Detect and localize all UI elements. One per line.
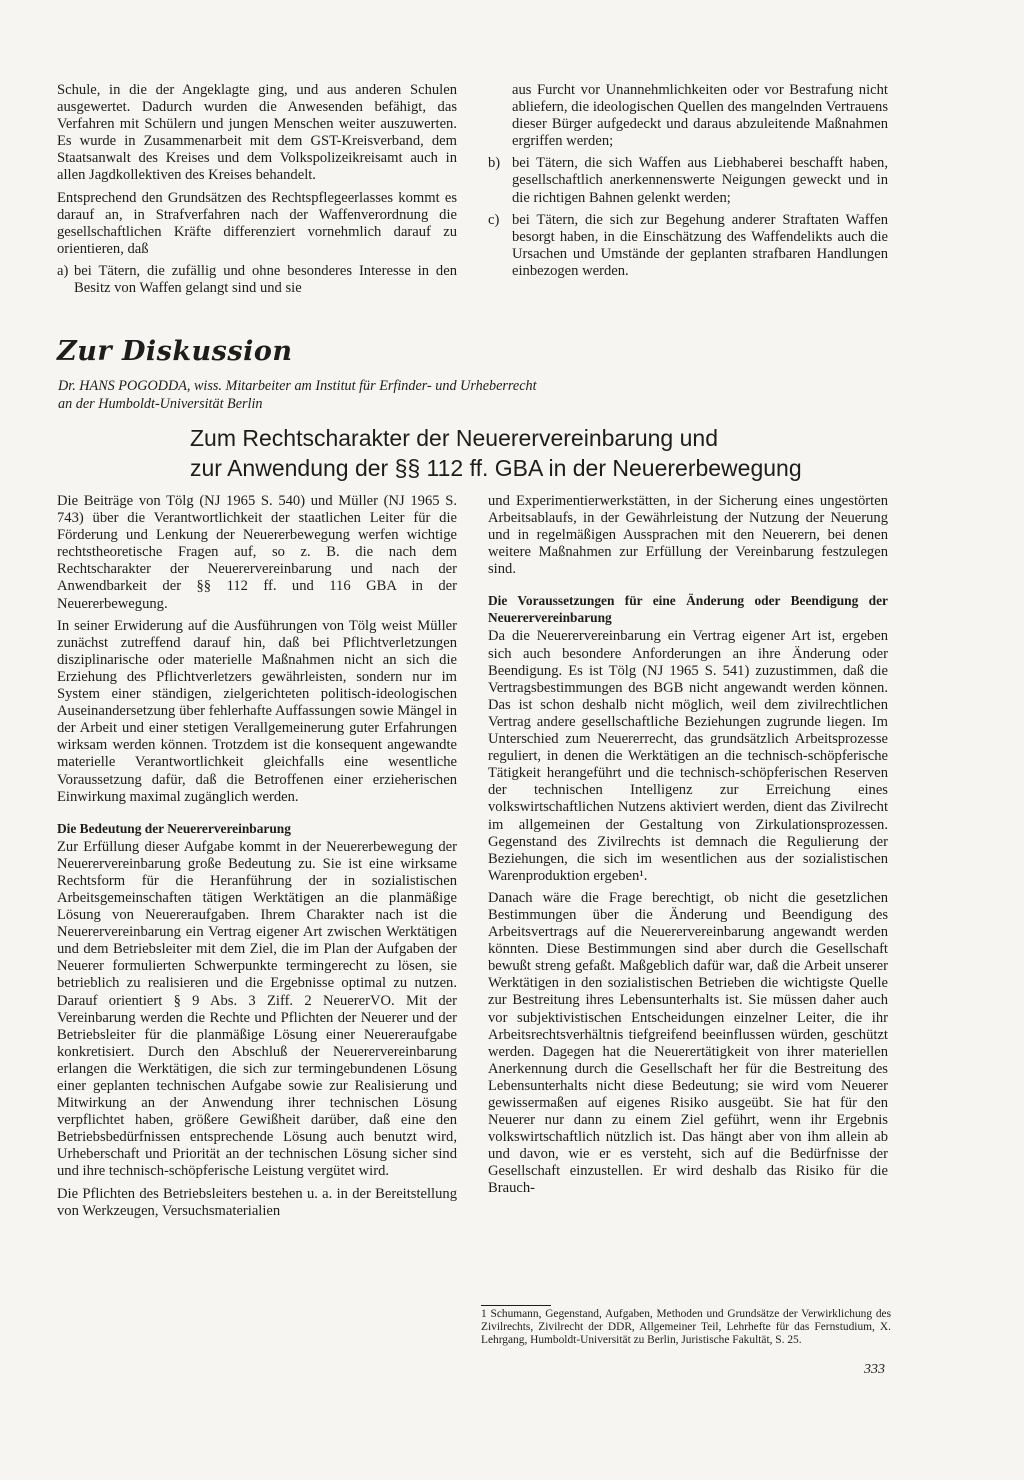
paragraph: Da die Neuerervereinbarung ein Vertrag eigener Art ist, ergeben sich auch besondere Anforderungen an ihre Änderung oder Beendigung. Es ist Tölg (NJ 1965 S. 541) zuzustimmen, daß die Vertragsbestimmungen des BGB nicht angewandt werden können. Das ist schon deshalb nicht möglich, weil dem zivilrechtlichen Vertrag andere gesellschaftliche Beziehungen zugrunde liegen. Im Unterschied zum Neuererrecht, das grundsätzlich Arbeitsprozesse reguliert, in denen die Werktätigen an die technisch-schöpferische Tätigkeit herangeführt und die technisch-schöpferischen Reserven der technischen Intelligenz zur Erreichung eines volkswirtschaftlichen Nutzens aktiviert werden, dient das Zivilrecht im allgemeinen der Gestaltung von Zirkulationsprozessen. Gegenstand des Zivilrechts ist demnach die Regulierung der Beziehungen, die sich im wesentlichen aus der sozialistischen Warenproduktion ergeben¹. — [488, 628, 888, 884]
list-text: bei Tätern, die sich Waffen aus Liebhaberei beschafft haben, gesellschaftlich anerkennenswerte Neigungen geweckt und in die richtigen Bahnen gelenkt werden; — [512, 155, 888, 206]
title-line: zur Anwendung der §§ 112 ff. GBA in der Neuererbewegung — [190, 455, 802, 481]
list-continuation: aus Furcht vor Unannehmlichkeiten oder vor Bestrafung nicht abliefern, die ideologischen Quellen des mangelnden Vertrauens dieser Bürger aufgedeckt und daraus abzuleitende Maßnahmen ergriffen werden; — [512, 82, 888, 150]
author-byline — [58, 377, 818, 413]
paragraph: und Experimentierwerkstätten, in der Sicherung eines ungestörten Arbeitsablaufs, in der Gewährleistung der Nutzung der Neuerung und in regelmäßigen Aussprachen mit den Neuerern, bei denen weitere Maßnahmen zur Erfüllung der Vereinbarung festzulegen sind. — [488, 493, 888, 578]
article-left-column — [57, 493, 457, 1225]
page-number: 333 — [864, 1362, 885, 1377]
author-line: Dr. HANS POGODDA, wiss. Mitarbeiter am Institut für Erfinder- und Urheberrecht — [58, 378, 537, 394]
list-label: b) — [488, 155, 501, 172]
footnote-rule — [481, 1305, 551, 1306]
footnote: 1 Schumann, Gegenstand, Aufgaben, Methoden und Grundsätze der Verwirklichung des Zivilrechts, Zivilrecht der DDR, Allgemeiner Teil, Lehrhefte für das Fernstudium, X. Lehrgang, Humboldt-Universität zu Berlin, Juristische Fakultät, S. 25. — [481, 1308, 891, 1347]
top-right-column — [488, 82, 888, 285]
paragraph: In seiner Erwiderung auf die Ausführungen von Tölg weist Müller zunächst zutreffend darauf hin, daß bei Pflichtverletzungen disziplinarische oder materielle Maßnahmen nicht an sich die Erziehung des Pflichtverletzers gewährleisten, sondern nur im System einer ständigen, zielgerichteten politisch-ideologischen Auseinandersetzung über fehlerhafte Auffassungen sowie Mängel in der Arbeit und einer stetigen Verallgemeinerung guter Erfahrungen wirksam werden können. Trotzdem ist die konsequent angewandte materielle Verantwortlichkeit gleichfalls eine wesentliche Voraussetzung dafür, daß die Betroffenen einer erzieherischen Einwirkung maximal zugänglich werden. — [57, 617, 457, 805]
paragraph: Entsprechend den Grundsätzen des Rechtspflegeerlasses kommt es darauf an, in Strafverfahren nach der Waffenverordnung die gesellschaftlichen Kräfte differenziert vornehmlich darauf zu orientieren, daß — [57, 189, 457, 257]
author-line: an der Humboldt-Universität Berlin — [58, 396, 263, 412]
section-title: Zur Diskussion — [57, 336, 293, 367]
list-item — [57, 263, 457, 297]
paragraph: Danach wäre die Frage berechtigt, ob nicht die gesetzlichen Bestimmungen über die Änderung und Beendigung des Arbeitsvertrags auf die Neuerervereinbarung angewandt werden könnten. Diese Bestimmungen sind aber durch die Gesellschaft bewußt streng gefaßt. Maßgeblich dafür war, daß die Arbeit unserer Werktätigen in den sozialistischen Betrieben die wichtigste Quelle zur Bestreitung ihres Lebensunterhalts ist. Sie müssen daher auch vor subjektivistischen Entscheidungen einzelner Leiter, die ihr Arbeitsrechtsverhältnis tiefgreifend beeinflussen würden, geschützt werden. Dagegen hat die Neuerertätigkeit von ihrer materiellen Anerkennung durch die Gesellschaft her für die Bestreitung des Lebensunterhalts nicht diese Bedeutung; sie wird vom Neuerer gewissermaßen auf eigenes Risiko ausgeübt. Sie hat für den Neuerer nur dann zu einem Ziel geführt, wenn ihr Ergebnis volkswirtschaftlich nützlich ist. Das hängt aber von ihm allein ab und davon, wie er es versteht, sich auf die Bedürfnisse der Gesellschaft einzustellen. Er wird deshalb das Risiko für die Brauch- — [488, 889, 888, 1197]
article-right-column — [488, 493, 888, 1203]
list-item — [488, 155, 888, 206]
list-item — [488, 212, 888, 280]
paragraph: Schule, in die der Angeklagte ging, und aus anderen Schulen ausgewertet. Dadurch wurden die Anwesenden befähigt, das Verfahren mit Schülern und jungen Menschen weiter auszuwerten. Es wurde in Zusammenarbeit mit dem GST-Kreisverband, dem Staatsanwalt des Kreises und dem Volkspolizeikreisamt auch in allen Jagdkollektiven des Kreises behandelt. — [57, 82, 457, 184]
article-title — [190, 423, 890, 483]
section-heading: Die Voraussetzungen für eine Änderung oder Beendigung der Neuerervereinbarung — [488, 593, 888, 626]
top-left-column — [57, 82, 457, 302]
section-heading: Die Bedeutung der Neuerervereinbarung — [57, 820, 291, 836]
title-line: Zum Rechtscharakter der Neuerervereinbarung und — [190, 425, 718, 451]
paragraph: Die Pflichten des Betriebsleiters bestehen u. a. in der Bereitstellung von Werkzeugen, Versuchsmaterialien — [57, 1185, 457, 1219]
paragraph: Die Beiträge von Tölg (NJ 1965 S. 540) und Müller (NJ 1965 S. 743) über die Verantwortlichkeit der staatlichen Leiter für die Förderung und Lenkung der Neuererbewegung werfen wichtige rechtstheoretische Fragen auf, so z. B. die nach dem Rechtscharakter der Neuerervereinbarung und nach der Anwendbarkeit der §§ 112 ff. und 116 GBA in der Neuererbewegung. — [57, 493, 457, 612]
list-label: a) — [57, 262, 69, 279]
list-text: bei Tätern, die zufällig und ohne besonderes Interesse in den Besitz von Waffen gelangt sind und sie — [74, 262, 457, 297]
list-label: c) — [488, 211, 500, 228]
list-text: bei Tätern, die sich zur Begehung anderer Straftaten Waffen besorgt haben, in die Einschätzung des Waffendelikts auch die Ursachen und Umstände der geplanten strafbaren Handlungen einbezogen werden. — [512, 211, 888, 279]
paragraph: Zur Erfüllung dieser Aufgabe kommt in der Neuererbewegung der Neuerervereinbarung große Bedeutung zu. Sie ist eine wirksame Rechtsform für die Heranführung der in sozialistischen Arbeitsgemeinschaften tätigen Werktätigen an die planmäßige Lösung von Neuereraufgaben. Ihrem Charakter nach ist die Neuerervereinbarung ein Vertrag eigener Art zwischen Werktätigen und dem Betriebsleiter mit dem Ziel, die im Plan der Aufgaben der Neuerer formulierten Schwerpunkte termingerecht zu lösen, sie betrieblich zu realisieren und die Ergebnisse optimal zu nutzen. Darauf orientiert § 9 Abs. 3 Ziff. 2 NeuererVO. Mit der Vereinbarung werden die Rechte und Pflichten der Neuerer und der Betriebsleiter für die planmäßige Lösung einer Neuereraufgabe konkretisiert. Durch den Abschluß der Neuerervereinbarung erlangen die Werktätigen, die sich zur termingebundenen Lösung einer geplanten technischen Aufgabe sowie zur Realisierung und Mitwirkung an der Anwendung ihrer technischen Lösung verpflichtet haben, größere Gewißheit darüber, daß eine den Betriebsbedürfnissen entsprechende Lösung auch benutzt wird, Urheberschaft und Priorität an der technischen Lösung sicher sind und ihre technisch-schöpferische Leistung vergütet wird. — [57, 838, 457, 1180]
